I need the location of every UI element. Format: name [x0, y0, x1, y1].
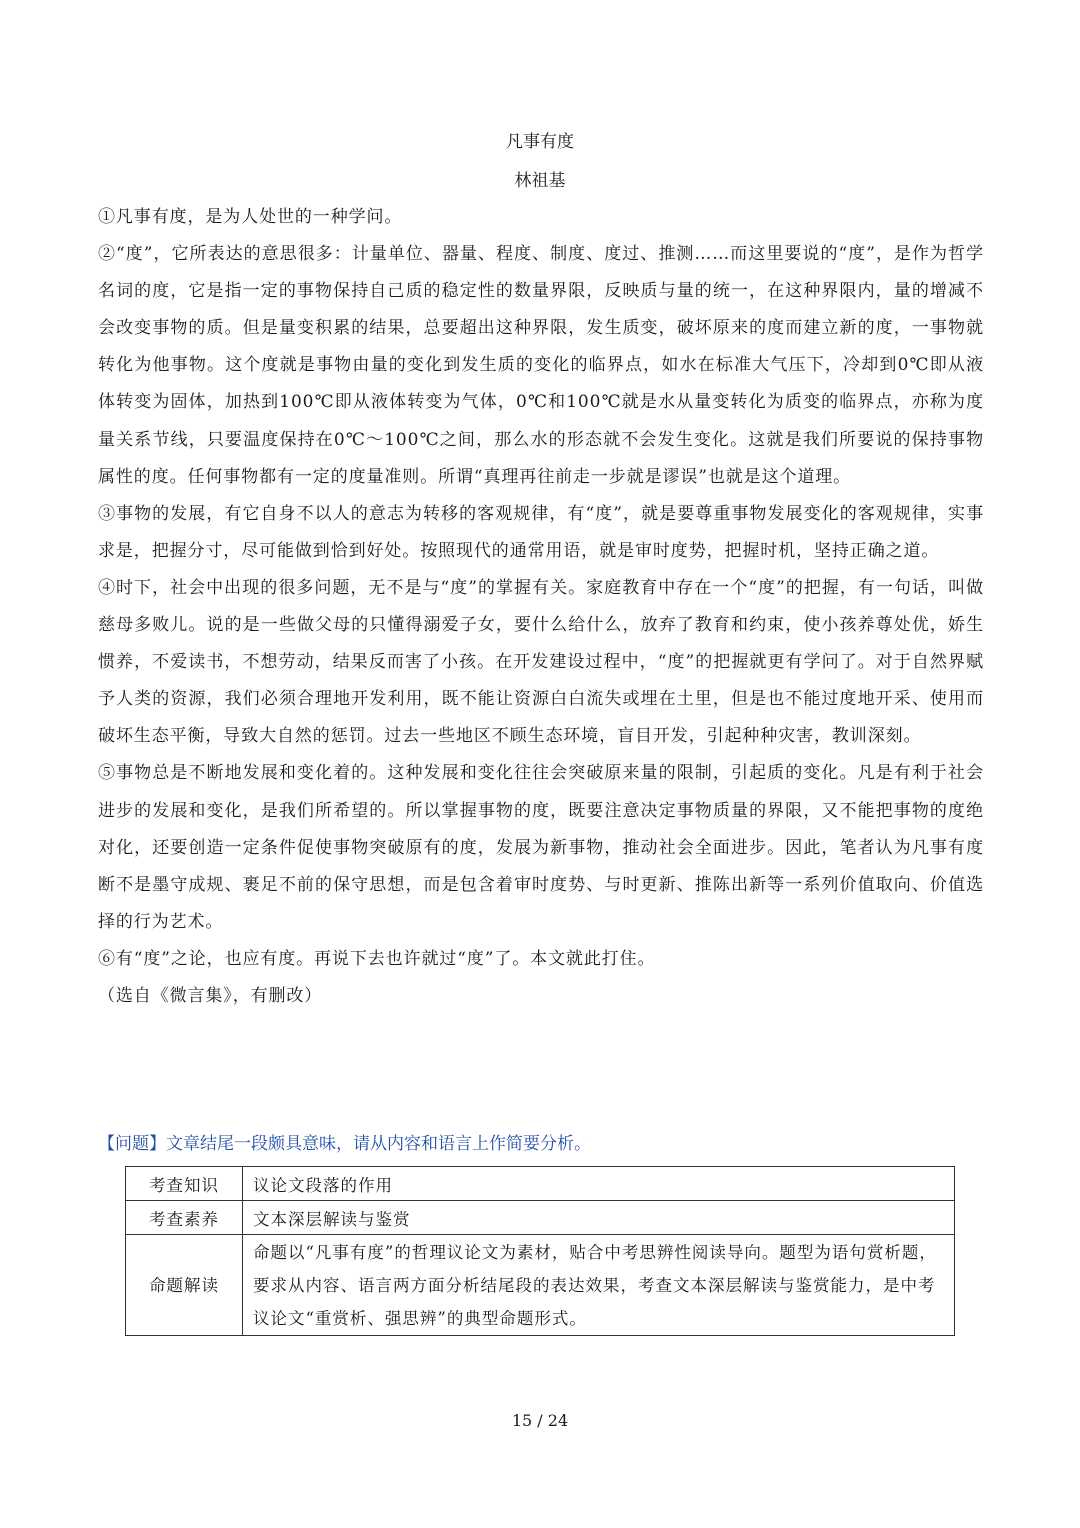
- row-value: 命题以“凡事有度”的哲理议论文为素材，贴合中考思辨性阅读导向。题型为语句赏析题，要求从内容、语言两方面分析结尾段的表达效果，考查文本深层解读与鉴赏能力，是中考议论文“重赏析、强思辨”的典型命题形式。: [243, 1235, 955, 1336]
- row-key: 考查知识: [126, 1167, 243, 1201]
- table-row: [126, 1167, 955, 1201]
- article-body: [98, 199, 984, 1015]
- analysis-table: [125, 1166, 955, 1336]
- paragraph-4: ④时下，社会中出现的很多问题，无不是与“度”的掌握有关。家庭教育中存在一个“度”的把握，有一句话，叫做慈母多败儿。说的是一些做父母的只懂得溺爱子女，要什么给什么，放弃了教育和约束，使小孩养尊处优，娇生惯养，不爱读书，不想劳动，结果反而害了小孩。在开发建设过程中，“度”的把握就更有学问了。对于自然界赋予人类的资源，我们必须合理地开发利用，既不能让资源白白流失或埋在土里，但是也不能过度地开采、使用而破坏生态平衡，导致大自然的惩罚。过去一些地区不顾生态环境，盲目开发，引起种种灾害，教训深刻。: [98, 577, 984, 747]
- row-value: 文本深层解读与鉴赏: [243, 1201, 955, 1235]
- row-value: 议论文段落的作用: [243, 1167, 955, 1201]
- article-source: （选自《微言集》，有删改）: [98, 985, 323, 1006]
- article-title: 凡事有度: [506, 132, 574, 152]
- question-prompt: 【问题】文章结尾一段颇具意味，请从内容和语言上作简要分析。: [98, 1134, 591, 1154]
- row-key: 命题解读: [126, 1235, 243, 1336]
- article-author: 林祖基: [514, 171, 566, 191]
- row-key: 考查素养: [126, 1201, 243, 1235]
- table-row: [126, 1235, 955, 1336]
- page-number: 15 / 24: [511, 1411, 569, 1430]
- paragraph-6: ⑥有“度”之论，也应有度。再说下去也许就过“度”了。本文就此打住。: [98, 948, 656, 969]
- paragraph-1: ①凡事有度，是为人处世的一种学问。: [98, 207, 403, 227]
- table-row: [126, 1201, 955, 1235]
- paragraph-3: ③事物的发展，有它自身不以人的意志为转移的客观规律，有“度”，就是要尊重事物发展变化的客观规律，实事求是，把握分寸，尽可能做到恰到好处。按照现代的通常用语，就是审时度势，把握时机，坚持正确之道。: [98, 503, 984, 561]
- paragraph-5: ⑤事物总是不断地发展和变化着的。这种发展和变化往往会突破原来量的限制，引起质的变化。凡是有利于社会进步的发展和变化，是我们所希望的。所以掌握事物的度，既要注意决定事物质量的界限，又不能把事物的度绝对化，还要创造一定条件促使事物突破原有的度，发展为新事物，推动社会全面进步。因此，笔者认为凡事有度断不是墨守成规、裹足不前的保守思想，而是包含着审时度势、与时更新、推陈出新等一系列价值取向、价值选择的行为艺术。: [98, 763, 984, 932]
- paragraph-2: ②“度”，它所表达的意思很多：计量单位、器量、程度、制度、度过、推测……而这里要说的“度”，是作为哲学名词的度，它是指一定的事物保持自己质的稳定性的数量界限，反映质与量的统一，在这种界限内，量的增减不会改变事物的质。但是量变积累的结果，总要超出这种界限，发生质变，破坏原来的度而建立新的度，一事物就转化为他事物。这个度就是事物由量的变化到发生质的变化的临界点，如水在标准大气压下，冷却到0℃即从液体转变为固体，加热到100℃即从液体转变为气体，0℃和100℃就是水从量变转化为质变的临界点，亦称为度量关系节线，只要温度保持在0℃～100℃之间，那么水的形态就不会发生变化。这就是我们所要说的保持事物属性的度。任何事物都有一定的度量准则。所谓“真理再往前走一步就是谬误”也就是这个道理。: [98, 244, 984, 487]
